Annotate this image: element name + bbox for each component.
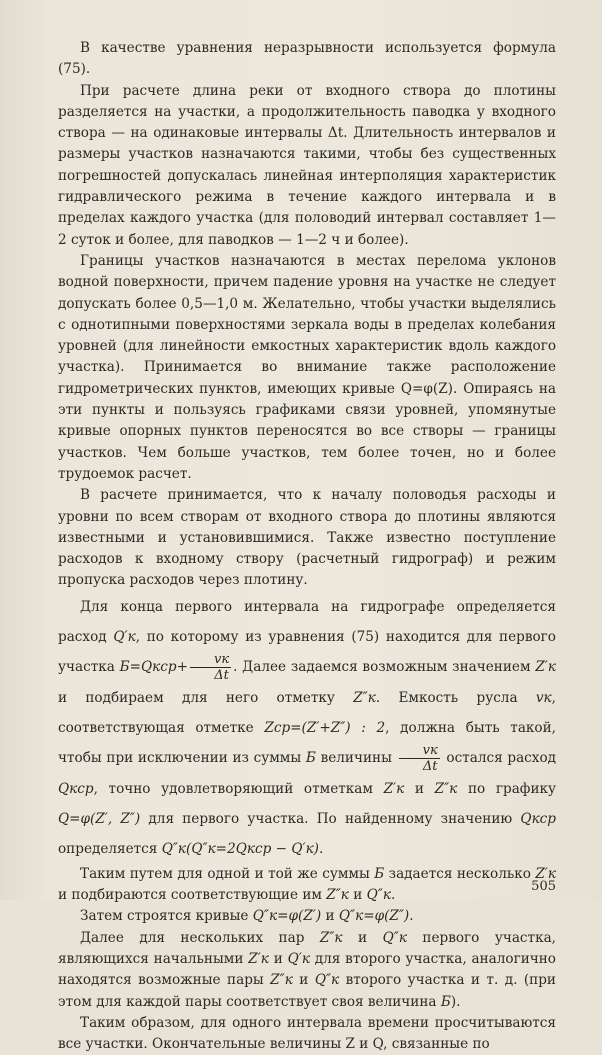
paragraph-3: Границы участков назначаются в местах перелома уклонов водной поверхности, причем падение уровня на участке не следует допускать более 0,5—1,0 м. Желательно, чтобы участки выделялись с однотипными поверхностями зеркала воды в пределах колебания уровней (для линейности емкостных характеристик вдоль каждого участка). Принимается во внимание также расположение гидрометрических пунктов, имеющих кривые Q=φ(Z). Опираясь на эти пункты и пользуясь графиками связи уровней, упомянутые кривые опорных пунктов переносятся во все створы — границы участков. Чем больше участков, тем более точен, но и более трудоемок расчет. <box>58 252 556 482</box>
paragraph-7: Затем строятся кривые Q″к=φ(Z′) и Q″к=φ(Z″). <box>80 908 414 925</box>
math-Qk1: Q′к <box>113 628 136 645</box>
paragraph-5: Для конца первого интервала на гидрографе определяется расход Q′к, по которому из уравнения (75) находится для первого участка Б=Qкср+ $\frac{vк}{\Delta t}$ . Далее задаемся возможным значением Z′к и подбираем для него отметку Z″к. Емкость русла vк, соответствующая отметке Zср=(Z′+Z″) : 2, должна быть такой, чтобы при исключении из суммы Б величины $\frac{vк}{\Delta t}$ остался расход Qкср, точно удовлетворяющий отметкам Z′к и Z″к по графику Q=φ(Z′, Z″) для первого участка. По найденному значению Qкср определяется Q″к(Q″к=2Qкср − Q′к). <box>58 598 557 857</box>
fraction-vk-dt-2: $\frac{vк}{\Delta t}$ <box>399 743 440 774</box>
paragraph-4: В расчете принимается, что к началу половодья расходы и уровни по всем створам от входного створа до плотины являются известными и установившимися. Также известно поступление расходов к входному створу (расчетный гидрограф) и режим пропуска расходов через плотину. <box>58 487 556 589</box>
paragraph-1: В качестве уравнения неразрывности используется формула (75). <box>58 40 556 78</box>
fraction-vk-dt: $\frac{vк}{\Delta t}$ <box>190 652 231 683</box>
paragraph-8: Далее для нескольких пар Z″к и Q″к первого участка, являющихся начальными Z′к и Q′к для второго участка, аналогично находятся возможные пары Z″к и Q″к второго участка и т. д. (при этом для каждой пары соответствует своя величина Б). <box>58 929 556 1010</box>
paragraph-6: Таким путем для одной и той же суммы Б задается несколько Z′к и подбираются соответствующие им Z″к и Q″к. <box>58 865 557 904</box>
page-number: 505 <box>531 879 556 894</box>
math-B-eq: Б=Qкср+ <box>119 658 188 675</box>
paragraph-9: Таким образом, для одного интервала времени просчитываются все участки. Окончательные величины Z и Q, связанные по <box>58 1014 556 1053</box>
paragraph-2: При расчете длина реки от входного створа до плотины разделяется на участки, а продолжительность паводка у входного створа — на одинаковые интервалы Δt. Длительность интервалов и размеры участков назначаются такими, чтобы без существенных погрешностей допускалась линейная интерполяция характеристик гидравлического режима в течение каждого интервала и в пределах каждого участка (для половодий интервал составляет 1—2 суток и более, для паводков — 1—2 ч и более). <box>58 82 556 248</box>
page-text <box>58 38 556 1055</box>
